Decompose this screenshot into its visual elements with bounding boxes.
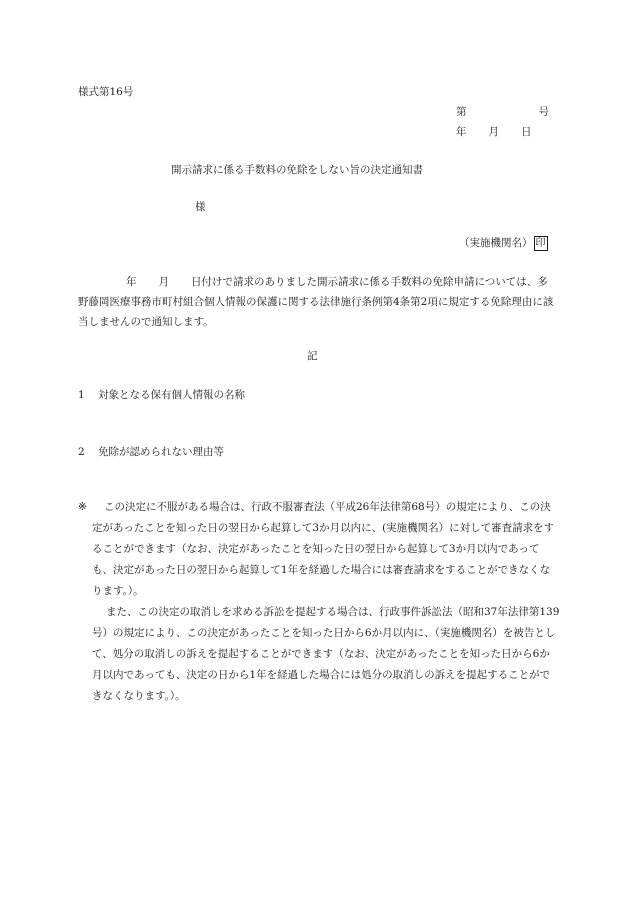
body-month: 月 — [158, 276, 169, 288]
seal-mark: 印 — [535, 237, 546, 249]
date-month: 月 — [488, 126, 499, 138]
notice-mark: ※ — [78, 501, 87, 513]
date-day: 日 — [521, 126, 532, 138]
body-year: 年 — [126, 276, 137, 288]
agency-name — [459, 235, 548, 251]
appeal-notice — [78, 497, 560, 707]
item-label: 対象となる保有個人情報の名称 — [98, 389, 245, 401]
document-date — [456, 124, 532, 139]
body-text: 日付けで請求のありました開示請求に係る手数料の免除申請については、多野藤岡医療事務市町村組合個人情報の保護に関する法律施行条例第4条第2項に規定する免除理由に該当しませんので通知します。 — [78, 276, 554, 328]
recipient: 様 — [195, 201, 206, 213]
doc-number-prefix: 第 — [456, 106, 467, 118]
notification-body — [78, 272, 558, 332]
item-label: 免除が認められない理由等 — [98, 446, 224, 458]
notice-text-1: この決定に不服がある場合は、行政不服審査法（平成26年法律第68号）の規定により、この決定があったことを知った日の翌日から起算して3か月以内に、(実施機関名）に対して審査請求をすることができます（なお、決定があったことを知った日の翌日から起算して3か月以内であっても、決定があった日の翌日から起算して1年を経過した場合には審査請求をすることができなくなります。）。 — [92, 501, 555, 597]
item-reason — [78, 444, 224, 459]
document-title: 開示請求に係る手数料の免除をしない旨の決定通知書 — [171, 164, 423, 176]
notice-paragraph-2: また、この決定の取消しを求める訴訟を提起する場合は、行政事件訴訟法（昭和37年法律第139号）の規定により、この決定があったことを知った日から6か月以内に、（実施機関名）を被告として、処分の取消しの訴えを提起することができます（なお、決定があったことを知った日から6か月以内であっても、決定の日から1年を経過した場合には処分の取消しの訴えを提起することができなくなります。）。 — [92, 606, 560, 702]
agency-label: （実施機関名） — [459, 237, 533, 249]
form-number: 様式第16号 — [78, 86, 134, 98]
document-number — [456, 104, 549, 119]
item-target-info — [78, 387, 245, 402]
date-year: 年 — [456, 126, 467, 138]
notice-paragraph-1 — [78, 497, 560, 602]
ki-heading: 記 — [307, 350, 318, 362]
item-number: 2 — [78, 446, 85, 458]
doc-number-suffix: 号 — [538, 106, 549, 118]
item-number: 1 — [78, 389, 85, 401]
